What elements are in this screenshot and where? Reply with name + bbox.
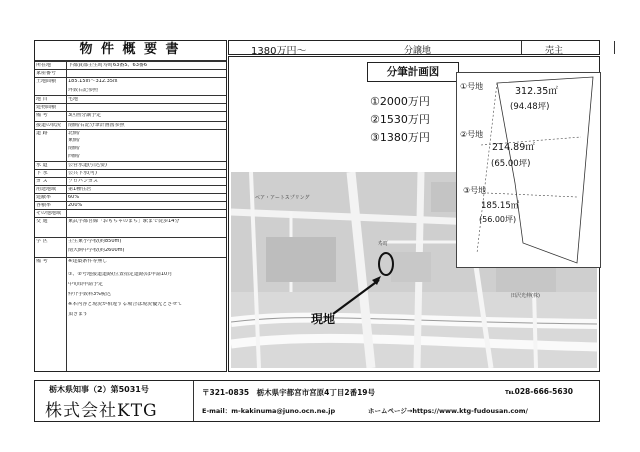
table-row	[35, 87, 226, 95]
table-row	[35, 145, 226, 153]
table-row	[35, 291, 226, 301]
table-row	[35, 257, 226, 272]
row-value: 3区画分譲予定	[68, 113, 102, 118]
map-label-tazawa: 田沢光伸(株)	[511, 293, 540, 299]
lot-2-tsubo: (65.00坪)	[491, 159, 531, 169]
plan-title: 分筆計画図	[367, 62, 459, 82]
row-value: 頂きます	[68, 312, 89, 317]
row-label: 建蔽率	[36, 195, 52, 200]
map-label-genchi: 現地	[311, 312, 336, 326]
lot-2-sqm: 214.89㎡	[492, 142, 535, 153]
row-value: 公営水道(引込要)	[68, 163, 107, 168]
row-label: 家屋番号	[36, 71, 57, 76]
row-value: 南側/	[68, 146, 80, 151]
tel-text: ℡028-666-5630	[505, 387, 574, 396]
address-text: 〒321-0835 栃木県宇都宮市宮原4丁目2番19号	[202, 388, 376, 397]
lot-3-no: ③号地	[463, 186, 487, 195]
row-label: 用途地域	[36, 187, 57, 192]
row-value: 下都賀郡壬生町寿町63番5、63番6	[68, 63, 148, 68]
lot-3-tsubo: (56.00坪)	[479, 215, 517, 224]
homepage-text: ホームページ→https://www.ktg-fudousan.com/	[368, 407, 528, 415]
table-title: 物 件 概 要 書	[79, 42, 181, 57]
row-label: 地 目	[36, 97, 48, 102]
row-label: その他地域	[36, 211, 62, 216]
table-row	[35, 217, 226, 238]
row-label: 接道の状況	[36, 123, 62, 128]
email-text: E-mail：m-kakinuma@juno.ocn.ne.jp	[202, 407, 336, 415]
row-value: 坪数右記参照	[68, 88, 99, 93]
row-label: 道 路	[36, 131, 48, 136]
row-label: 学 区	[36, 239, 48, 244]
row-label: 容積率	[36, 203, 52, 208]
row-label: ガ ス	[36, 179, 48, 184]
footer	[34, 380, 600, 422]
row-value: 東武宇都宮線「おもちゃのまち」駅まで徒歩14分	[68, 219, 180, 224]
row-value: ①、②号地接道道路(位置指定道路)は申請10月	[68, 272, 173, 277]
table-row	[35, 137, 226, 145]
row-label: 建物面積	[36, 105, 57, 110]
row-value: 西側/	[68, 154, 80, 159]
row-value: 南側/右記分筆計画図参照	[68, 123, 125, 128]
lot-2-no: ②号地	[460, 130, 484, 139]
row-label: 備 考	[36, 113, 48, 118]
row-value: 東側/	[68, 138, 80, 143]
lot-1-sqm: 312.35㎡	[515, 86, 558, 97]
row-value: 公共下水(可)	[68, 171, 97, 176]
price-text: 1380万円〜	[251, 46, 307, 57]
category-text: 分譲地	[404, 46, 432, 56]
transaction-text: 売主	[545, 46, 564, 56]
row-value: 第1種住居	[68, 187, 92, 192]
row-value: 185.15㎡〜312.35㎡	[68, 79, 118, 84]
table-row	[35, 311, 226, 323]
row-label: 備 考	[36, 259, 48, 264]
row-value: 南犬飼中学校(約2600m)	[68, 248, 125, 253]
plan-price-2: ②1530万円	[370, 113, 430, 126]
row-label: 水 道	[36, 163, 48, 168]
row-label: 交 通	[36, 219, 48, 224]
company-name: 株式会社KTG	[45, 401, 158, 421]
license-text: 栃木県知事（2）第5031号	[49, 385, 149, 394]
plan-price-3: ③1380万円	[370, 131, 430, 144]
lot-3-sqm: 185.15㎡	[481, 201, 520, 211]
price-header	[228, 40, 600, 55]
row-value: プロパンガス	[68, 179, 99, 184]
plan-price-1: ①2000万円	[370, 95, 430, 108]
row-value: 60%	[68, 195, 80, 200]
row-label: 下 水	[36, 171, 48, 176]
row-value: 中旬頃申請予定	[68, 282, 104, 287]
map-label-bear: ベア・アートスプリング	[255, 195, 310, 201]
row-value: 宅地	[68, 97, 79, 102]
table-row	[35, 153, 226, 161]
row-label: 所在地	[36, 63, 52, 68]
lot-1-tsubo: (94.48坪)	[510, 102, 550, 112]
table-row	[35, 301, 226, 311]
row-value: 北側/	[68, 131, 80, 136]
lot-plan	[456, 72, 601, 268]
row-label: 土地面積	[36, 79, 57, 84]
table-row	[35, 247, 226, 257]
table-row	[35, 281, 226, 291]
map-label-kotobuki: 寿町	[378, 241, 389, 247]
lot-1-no: ①号地	[460, 82, 484, 91]
row-value: 200%	[68, 203, 83, 208]
row-value: 壬生東小学校(約850m)	[68, 239, 122, 244]
row-value: ※本内容と現況が相違する場合は現況優先とさせて	[68, 302, 183, 307]
property-summary-table	[34, 40, 227, 372]
row-value: ※建築条件等無し	[68, 259, 108, 264]
row-value: 仲介手数料3%税込	[68, 292, 111, 297]
table-row	[35, 271, 226, 281]
